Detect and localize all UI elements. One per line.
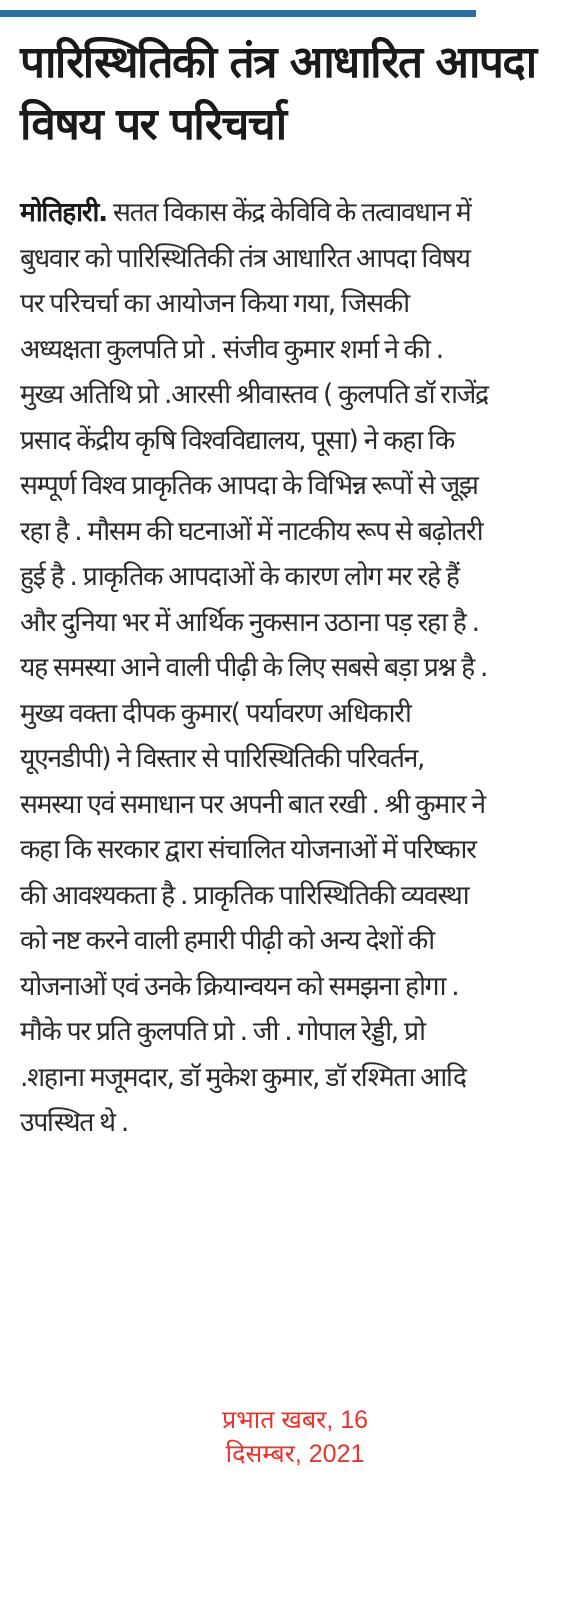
article-headline: पारिस्थितिकी तंत्र आधारित आपदा विषय पर परिचर्चा (20, 37, 536, 150)
source-citation (180, 1403, 410, 1471)
article-body (20, 190, 488, 1146)
source-line-publication: प्रभात खबर, 16 (221, 1406, 369, 1434)
header-rule (0, 10, 476, 17)
article-dateline: मोतिहारी. (20, 197, 107, 228)
source-line-date: दिसम्बर, 2021 (225, 1440, 365, 1468)
article-body-text: सतत विकास केंद्र केविवि के तत्वावधान में बुधवार को पारिस्थितिकी तंत्र आधारित आपदा विषय पर परिचर्चा का आयोजन किया गया, जिसकी अध्यक्षता कुलपति प्रो . संजीव कुमार शर्मा ने की . मुख्य अतिथि प्रो .आरसी श्रीवास्तव ( कुलपति डॉ राजेंद्र प्रसाद केंद्रीय कृषि विश्वविद्यालय, पूसा) ने कहा कि सम्पूर्ण विश्व प्राकृतिक आपदा के विभिन्न रूपों से जूझ रहा है . मौसम की घटनाओं में नाटकीय रूप से बढ़ोतरी हुई है . प्राकृतिक आपदाओं के कारण लोग मर रहे हैं और दुनिया भर में आर्थिक नुकसान उठाना पड़ रहा है . यह समस्या आने वाली पीढ़ी के लिए सबसे बड़ा प्रश्न है . मुख्य वक्ता दीपक कुमार( पर्यावरण अधिकारी यूएनडीपी) ने विस्तार से पारिस्थितिकी परिवर्तन, समस्या एवं समाधान पर अपनी बात रखी . श्री कुमार ने कहा कि सरकार द्वारा संचालित योजनाओं में परिष्कार की आवश्यकता है . प्राकृतिक पारिस्थितिकी व्यवस्था को नष्ट करने वाली हमारी पीढ़ी को अन्य देशों की योजनाओं एवं उनके क्रियान्वयन को समझना होगा . मौके पर प्रति कुलपति प्रो . जी . गोपाल रेड्डी, प्रो .शहाना मजूमदार, डॉ मुकेश कुमार, डॉ रश्मिता आदि उपस्थित थे . (20, 197, 488, 1138)
